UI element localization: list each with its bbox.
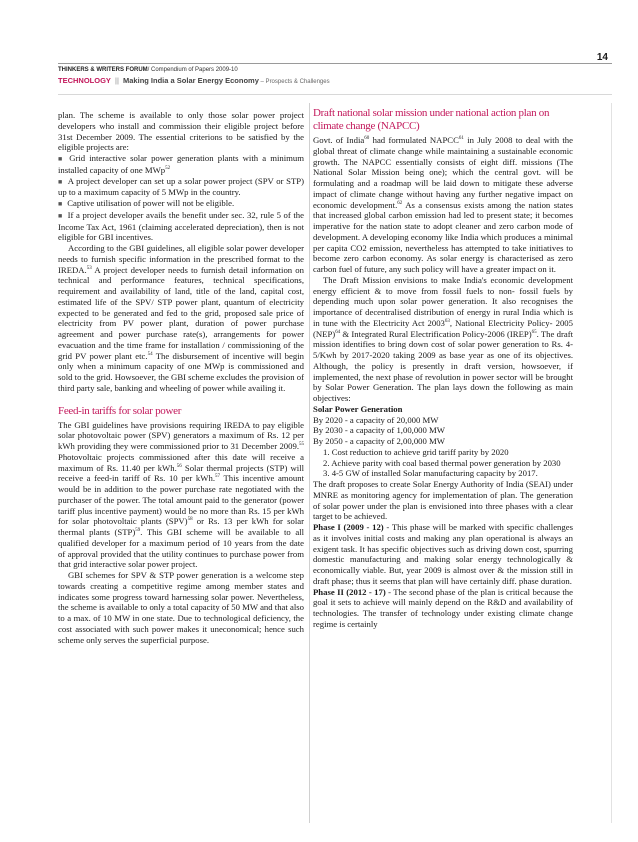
goal-item: 1. Cost reduction to achieve grid tariff parity by 2020 (323, 446, 509, 457)
paragraph (58, 420, 304, 571)
text: had formulated NAPCC (369, 135, 459, 145)
publication-sub: / Compendium of Papers 2009-10 (147, 67, 238, 73)
footnote-ref: 59 (135, 528, 141, 534)
section-rule (58, 94, 612, 95)
target-item: By 2030 - a capacity of 1,00,000 MW (313, 425, 445, 436)
footnote-ref: 56 (176, 463, 182, 469)
bullet-item (58, 176, 304, 199)
target-item: By 2020 - a capacity of 20,000 MW (313, 414, 439, 425)
section-line (58, 76, 330, 85)
section-heading: Draft national solar mission under national action plan on climate change (NAPCC) (313, 107, 550, 132)
text: & Integrated Rural Electrification Policy-2006 (IREP) (340, 328, 532, 339)
bullet-item (58, 210, 304, 243)
column-divider (309, 103, 310, 823)
text: . This GBI scheme will be available to all qualified developer for a maximum period of 10 years from the date of approval provided that the utility continues to purchase power from that grid interactive solar power project. (58, 527, 305, 570)
text: Photovoltaic projects commissioned after this date will receive a maximum of Rs. 11.40 per kWh. (58, 451, 304, 473)
sub-heading-text: Solar Power Generation (313, 403, 403, 414)
sub-heading (313, 404, 573, 415)
publication-name: THINKERS & WRITERS FORUM (58, 67, 148, 73)
phase-label: Phase II (2012 - 17) (313, 586, 386, 597)
text: The Draft Mission envisions to make India's economic development energy efficient & to move from fossil fuels to non- fossil fuels by depending much upon solar power generation. It also recognises the importance of decentralised distribution of energy in rural India which is in tune with the Electricity Act 2003 (313, 274, 573, 328)
footnote-ref: 52 (165, 165, 171, 171)
footnote-ref: 60 (364, 136, 370, 142)
page-number: 14 (596, 52, 608, 63)
text: The GBI guidelines have provisions requiring IREDA to pay eligible solar photovoltaic power (SPV) generators a maximum of Rs. 12 per kWh providing they were commissioned prior to 31 December 2009. (58, 419, 304, 451)
text: A project developer needs to furnish detail information on technical and performance features, technical specifications, requirement and availability of land, title of the land, capital cost, estimated life of the SPV/ STP power plant, quantum of electricity expected to be generated and fed to the grid, proposed sale price of electricity from PV power plant, duration of power purchase agreement and power purchase rate(s), arrangements for power evacuation and the time frame for installation / commissioning of the grid PV power plant etc. (58, 264, 304, 361)
footnote-ref: 63 (444, 318, 450, 324)
goal-item: 2. Achieve parity with coal based thermal power generation by 2030 (323, 457, 561, 468)
bullet-text: A project developer can set up a solar power project (SPV or STP) up to a maximum capacity of 5 MWp in the country. (58, 175, 305, 198)
footnote-ref: 55 (299, 442, 304, 448)
paragraph: The draft proposes to create Solar Energy Authority of India (SEAI) under MNRE as monitoring agency for implementation of plan. The generation of solar power under the plan is envisioned into three phases with a clear target to be achieved. (313, 479, 573, 522)
left-column (58, 110, 304, 645)
text: - The second phase of the plan is critical because the goal it sets to achieve will mainly depend on the R&D and availability of technologies. The transfer of technology under existing climate change regime is certainly (313, 586, 573, 629)
paragraph (313, 587, 573, 630)
section-separator: || (115, 76, 119, 85)
footnote-ref: 54 (147, 351, 153, 357)
header-rule (58, 63, 612, 64)
text: This incentive amount would be in addition to the power purchase rate negotiated with the purchaser of the power. The total amount paid to the generator (power tariff plus incentive payment) would be no more than Rs. 15 per kWh for solar photovoltaic plants (SPV) (58, 473, 304, 527)
target-item: By 2050 - a capacity of 2,00,000 MW (313, 436, 445, 446)
article-title: Making India a Solar Energy Economy (123, 76, 259, 85)
right-column (313, 107, 573, 630)
bullet-text: Captive utilisation of power will not be eligible. (67, 198, 235, 208)
text: Solar thermal projects (STP) will receive a feed-in tariff of Rs. 10 per kWh. (58, 462, 304, 484)
footnote-ref: 53 (86, 265, 92, 271)
paragraph (313, 135, 573, 275)
text: - This phase will be marked with specific challenges as it involves initial costs and making any plan operational is always an exigent task. It has specific objectives such as driving down cost, spurring domestic manufacturing and making solar energy technologically & economically viable. But, year 2009 is almost over & the mission still in draft phase; thus it seems that plan will have certainly diff. phase duration. (313, 522, 573, 586)
paragraph: GBI schemes for SPV & STP power generation is a welcome step towards creating a competitive regime among member states and indicates some progress toward harnessing solar power. Nevertheless, the scheme is available to only a total capacity of 50 MW and that also to a max. of 10 MW in one state. Due to technological deficiency, the cost associated with such power makes it uneconomical; hence such scheme only serves the superficial purpose. (58, 570, 304, 645)
text: The disbursement of incentive will begin only when a minimum capacity of one MWp is commissioned and sold to the grid. Howsoever, the GBI scheme excludes the provision of third party sale, banking and wheeling of power while availing it. (58, 350, 304, 393)
text: . The draft mission identifies to bring down cost of solar power generation to Rs. 4-5/Kwh by 2017-2020 taking 2009 as base year as one of its objectives. Although, the policy is presently in draft version, howsoever, if implemented, the next phase of revolution in power sector will be brought by Solar Power Generation. The plan lays down the following as main objectives: (313, 328, 574, 403)
page-frame-right (611, 103, 612, 823)
bullet-text: If a project developer avails the benefit under sec. 32, rule 5 of the Income Tax Act, 1961 (claiming accelerated depreciation), then is not eligible for GBI incentives. (58, 209, 304, 243)
goal-item: 3. 4-5 GW of installed Solar manufacturing capacity by 2017. (323, 468, 538, 479)
paragraph (313, 275, 573, 404)
publication-line (58, 67, 238, 73)
footnote-ref: 61 (458, 136, 464, 142)
text: Govt. of India (313, 135, 365, 145)
phase-label: Phase I (2009 - 12) (313, 522, 384, 532)
paragraph (313, 522, 573, 587)
bullet-text: Grid interactive solar power generation plants with a minimum installed capacity of one MWp (58, 153, 304, 175)
text: or Rs. 13 per kWh for solar thermal plants (STP) (58, 516, 304, 537)
text: As a consensus exists among the nation states that increased global carbon emission had led to present state; it becomes imperative for the nation state to adopt cleaner and zero carbon mode of development. A developing economy like India which produces a minimal per capita CO2 emission, nevertheless has attempted to take initiatives to become zero carbon economy. As solar energy is characterised as zero carbon fuel of future, any such policy will have a greater impact on it. (313, 199, 573, 274)
section-heading: Feed-in tariffs for solar power (58, 404, 182, 417)
section-name: TECHNOLOGY (58, 76, 111, 85)
footnote-ref: 65 (531, 329, 537, 335)
text: in July 2008 to deal with the global threat of climate change while maintaining a sustainable economic growth. The NAPCC essentially consists of eight diff. missions (The National Solar Mission being one); which the central govt. will be formulating and a roadmap will be laid down to mitigate these adverse impact of climate change without having any further negative impact on economic development. (313, 135, 573, 210)
text: , National Electricity Policy- 2005 (NEP) (313, 317, 573, 339)
footnote-ref: 62 (397, 200, 403, 206)
paragraph: plan. The scheme is available to only those solar power project developers who install and commission their eligible project before 31st December 2009. The essential criterions to be satisfied by the eligible projects are: (58, 110, 304, 153)
paragraph (58, 243, 304, 394)
text: According to the GBI guidelines, all eligible solar power developer needs to furnish specific information in the prescribed format to the IREDA. (58, 243, 304, 275)
footnote-ref: 57 (215, 474, 220, 480)
article-title-tail: – Prospects & Challenges (258, 79, 330, 85)
bullet-item (58, 198, 304, 210)
footnote-ref: 58 (187, 517, 193, 523)
bullet-item (58, 153, 304, 176)
footnote-ref: 64 (335, 329, 341, 335)
